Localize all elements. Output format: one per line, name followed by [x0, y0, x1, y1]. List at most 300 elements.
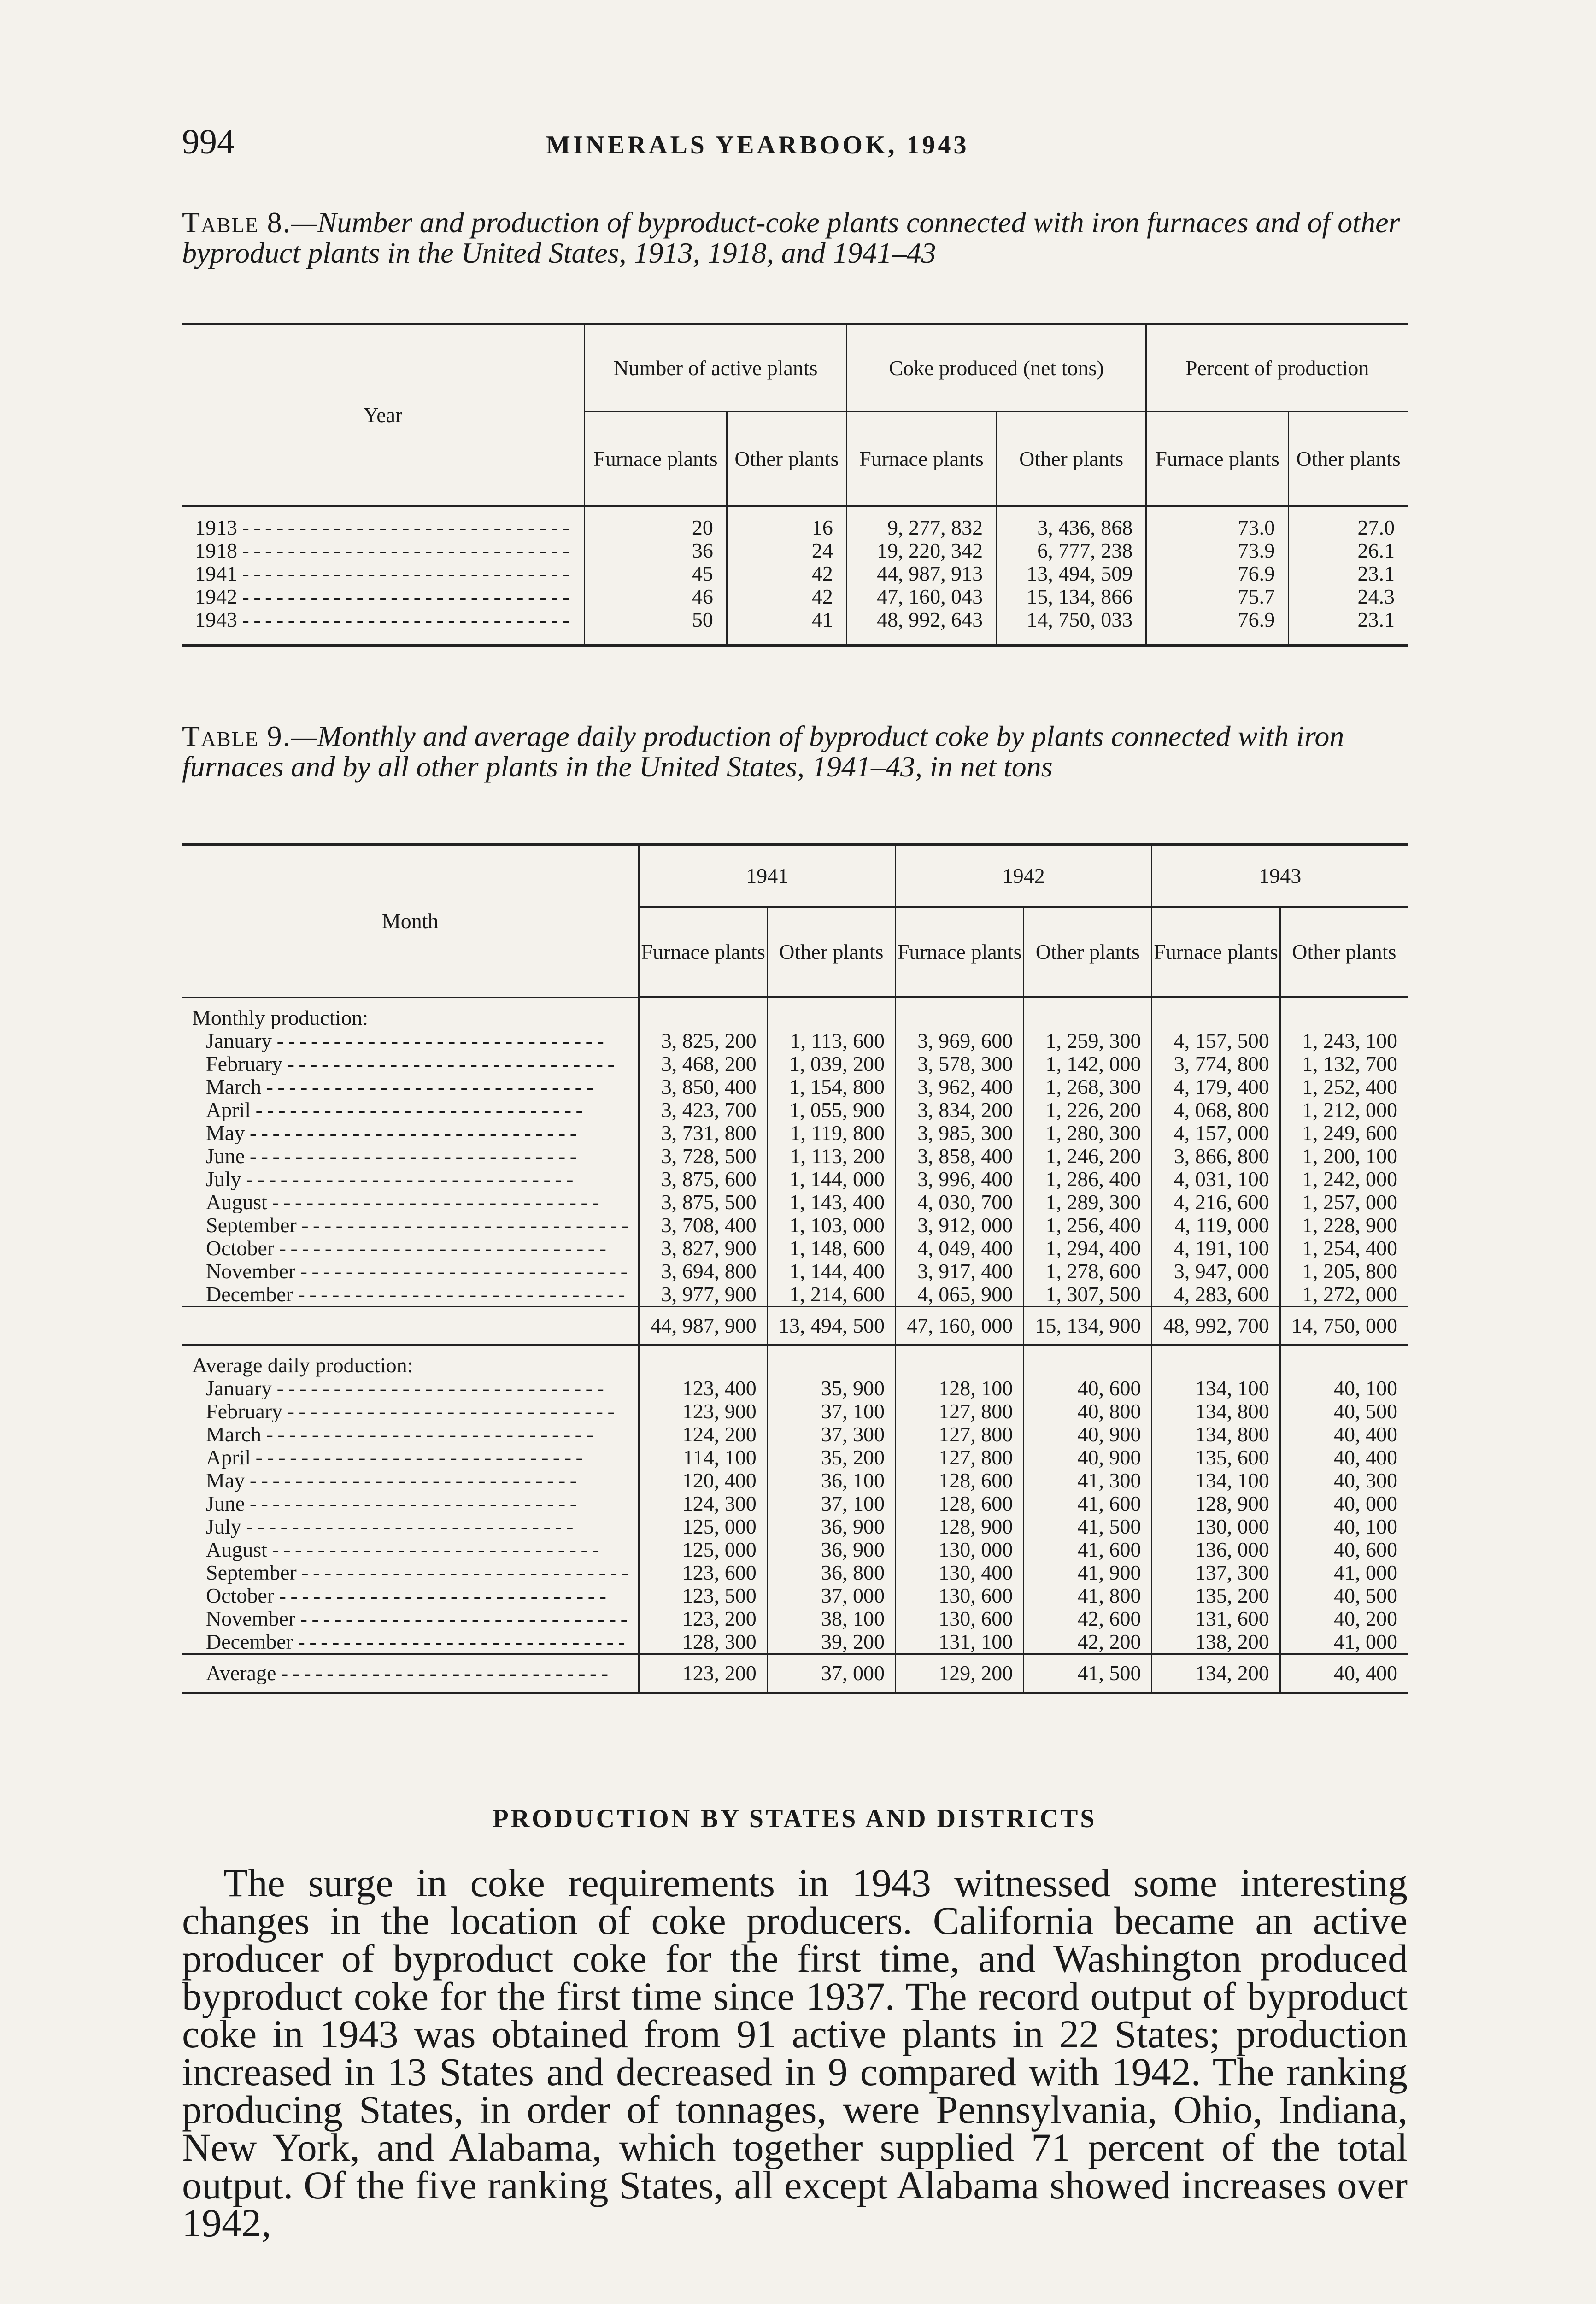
year-cell-text: 1913 - - -	[195, 517, 571, 539]
value-cell: 1, 278, 600	[1024, 1260, 1152, 1283]
table8-caption	[182, 207, 1408, 268]
total-cell: 14, 750, 000	[1280, 1307, 1408, 1345]
value-cell: 4, 065, 900	[895, 1283, 1023, 1307]
table8-subcol-header: Furnace plants	[846, 412, 996, 506]
value-cell: 1, 259, 300	[1024, 1029, 1152, 1052]
table8-subcol-header: Other plants	[1289, 412, 1408, 506]
value-cell: 3, 731, 800	[639, 1122, 767, 1145]
value-cell: 40, 500	[1280, 1400, 1408, 1423]
value-cell: 39, 200	[767, 1630, 895, 1654]
value-cell: 3, 468, 200	[639, 1052, 767, 1076]
table9-label: Table 9.	[182, 720, 291, 752]
value-cell: 4, 049, 400	[895, 1237, 1023, 1260]
table8-subcol-header: Furnace plants	[585, 412, 727, 506]
month-cell-text: October - - -	[206, 1585, 628, 1607]
value-cell: 3, 825, 200	[639, 1029, 767, 1052]
month-cell-text: August - - -	[206, 1539, 628, 1561]
value-cell: 37, 300	[767, 1423, 895, 1446]
value-cell: 35, 200	[767, 1446, 895, 1469]
empty-cell	[639, 1345, 767, 1377]
totals-row	[182, 1307, 1408, 1345]
value-cell: 1, 103, 000	[767, 1214, 895, 1237]
value-cell: 1, 242, 000	[1280, 1168, 1408, 1191]
value-cell: 128, 900	[895, 1515, 1023, 1538]
value-cell: 40, 400	[1280, 1446, 1408, 1469]
value-cell: 3, 947, 000	[1152, 1260, 1280, 1283]
table9	[182, 843, 1408, 1694]
value-cell: 3, 850, 400	[639, 1076, 767, 1099]
value-cell: 114, 100	[639, 1446, 767, 1469]
table-row	[182, 562, 1408, 585]
value-cell: 1, 268, 300	[1024, 1076, 1152, 1099]
empty-cell	[1152, 1345, 1280, 1377]
value-cell: 26.1	[1289, 539, 1408, 562]
month-cell-text: August - - -	[206, 1191, 628, 1213]
table-row	[182, 539, 1408, 562]
table8-title: —Number and production of byproduct-coke plants connected with iron furnaces and of other byproduct plants in the United States, 1913, 1918, and 1941–43	[182, 206, 1400, 269]
month-cell-text: December - - -	[206, 1283, 628, 1305]
value-cell: 36, 800	[767, 1561, 895, 1584]
month-cell	[182, 1492, 639, 1515]
value-cell: 73.0	[1146, 506, 1289, 540]
value-cell: 127, 800	[895, 1423, 1023, 1446]
month-cell-text: October - - -	[206, 1237, 628, 1259]
year-cell-text: 1942 - - -	[195, 586, 571, 608]
value-cell: 1, 148, 600	[767, 1237, 895, 1260]
table8-group-header: Number of active plants	[585, 324, 847, 412]
value-cell: 1, 272, 000	[1280, 1283, 1408, 1307]
value-cell: 3, 875, 600	[639, 1168, 767, 1191]
empty-cell	[639, 997, 767, 1029]
value-cell: 134, 100	[1152, 1377, 1280, 1400]
month-cell	[182, 1145, 639, 1168]
value-cell: 16	[727, 506, 846, 540]
month-cell	[182, 1214, 639, 1237]
value-cell: 3, 866, 800	[1152, 1145, 1280, 1168]
value-cell: 44, 987, 913	[846, 562, 996, 585]
year-cell	[182, 585, 585, 608]
journal-title: MINERALS YEARBOOK, 1943	[546, 131, 969, 159]
value-cell: 4, 030, 700	[895, 1191, 1023, 1214]
value-cell: 36, 900	[767, 1538, 895, 1561]
value-cell: 4, 283, 600	[1152, 1283, 1280, 1307]
value-cell: 130, 000	[895, 1538, 1023, 1561]
value-cell: 50	[585, 608, 727, 646]
table9-stub-header: Month	[182, 845, 639, 998]
table8-subcol-header: Other plants	[997, 412, 1146, 506]
value-cell: 1, 119, 800	[767, 1122, 895, 1145]
month-cell-text: September - - -	[206, 1562, 628, 1584]
month-cell	[182, 1099, 639, 1122]
table8-group-header: Percent of production	[1146, 324, 1408, 412]
value-cell: 40, 100	[1280, 1377, 1408, 1400]
value-cell: 138, 200	[1152, 1630, 1280, 1654]
average-label	[182, 1654, 639, 1693]
value-cell: 1, 289, 300	[1024, 1191, 1152, 1214]
page-number: 994	[182, 123, 235, 161]
total-cell: 15, 134, 900	[1024, 1307, 1152, 1345]
value-cell: 125, 000	[639, 1538, 767, 1561]
month-cell	[182, 1237, 639, 1260]
month-cell-text: January - - -	[206, 1377, 628, 1399]
value-cell: 131, 600	[1152, 1607, 1280, 1630]
empty-cell	[895, 997, 1023, 1029]
value-cell: 123, 400	[639, 1377, 767, 1400]
month-cell	[182, 1260, 639, 1283]
value-cell: 1, 307, 500	[1024, 1283, 1152, 1307]
table-row	[182, 1099, 1408, 1122]
value-cell: 4, 191, 100	[1152, 1237, 1280, 1260]
value-cell: 128, 600	[895, 1492, 1023, 1515]
value-cell: 3, 917, 400	[895, 1260, 1023, 1283]
table-row	[182, 1168, 1408, 1191]
table9-subcol-header: Other plants	[1024, 907, 1152, 998]
value-cell: 40, 400	[1280, 1423, 1408, 1446]
value-cell: 40, 900	[1024, 1423, 1152, 1446]
year-cell	[182, 562, 585, 585]
value-cell: 40, 600	[1280, 1538, 1408, 1561]
value-cell: 40, 000	[1280, 1492, 1408, 1515]
table-row	[182, 1076, 1408, 1099]
value-cell: 40, 200	[1280, 1607, 1408, 1630]
value-cell: 19, 220, 342	[846, 539, 996, 562]
value-cell: 4, 157, 000	[1152, 1122, 1280, 1145]
value-cell: 41, 000	[1280, 1630, 1408, 1654]
value-cell: 37, 100	[767, 1400, 895, 1423]
value-cell: 1, 200, 100	[1280, 1145, 1408, 1168]
month-cell	[182, 1377, 639, 1400]
value-cell: 3, 996, 400	[895, 1168, 1023, 1191]
value-cell: 128, 600	[895, 1469, 1023, 1492]
table-row	[182, 1052, 1408, 1076]
table-row	[182, 1492, 1408, 1515]
empty-cell	[1024, 997, 1152, 1029]
month-cell	[182, 1584, 639, 1607]
value-cell: 40, 300	[1280, 1469, 1408, 1492]
table-row	[182, 1377, 1408, 1400]
empty-cell	[767, 1345, 895, 1377]
table-row	[182, 1469, 1408, 1492]
table8-subcol-header: Furnace plants	[1146, 412, 1289, 506]
value-cell: 40, 800	[1024, 1400, 1152, 1423]
table9-subcol-header: Furnace plants	[1152, 907, 1280, 998]
value-cell: 41, 600	[1024, 1492, 1152, 1515]
table-row	[182, 1237, 1408, 1260]
value-cell: 3, 875, 500	[639, 1191, 767, 1214]
daily-section-label: Average daily production:	[192, 1353, 413, 1377]
value-cell: 24	[727, 539, 846, 562]
table8-subcol-header: Other plants	[727, 412, 846, 506]
year-cell-text: 1941 - - -	[195, 563, 571, 585]
table-row	[182, 1283, 1408, 1307]
average-cell: 40, 400	[1280, 1654, 1408, 1693]
monthly-section-label: Monthly production:	[192, 1005, 369, 1029]
value-cell: 136, 000	[1152, 1538, 1280, 1561]
month-cell	[182, 1538, 639, 1561]
empty-cell	[767, 997, 895, 1029]
value-cell: 3, 708, 400	[639, 1214, 767, 1237]
table9-subcol-header: Furnace plants	[895, 907, 1023, 998]
value-cell: 128, 300	[639, 1630, 767, 1654]
month-cell-text: May - - -	[206, 1122, 628, 1144]
table8	[182, 323, 1408, 647]
value-cell: 125, 000	[639, 1515, 767, 1538]
value-cell: 6, 777, 238	[997, 539, 1146, 562]
value-cell: 42	[727, 585, 846, 608]
value-cell: 48, 992, 643	[846, 608, 996, 646]
table-row	[182, 1214, 1408, 1237]
total-cell: 13, 494, 500	[767, 1307, 895, 1345]
value-cell: 131, 100	[895, 1630, 1023, 1654]
month-cell	[182, 1446, 639, 1469]
month-cell	[182, 1469, 639, 1492]
value-cell: 3, 969, 600	[895, 1029, 1023, 1052]
year-cell-text: 1918 - - -	[195, 540, 571, 562]
value-cell: 36, 900	[767, 1515, 895, 1538]
value-cell: 47, 160, 043	[846, 585, 996, 608]
month-cell	[182, 1052, 639, 1076]
month-cell-text: September - - -	[206, 1214, 628, 1236]
month-cell	[182, 1607, 639, 1630]
value-cell: 120, 400	[639, 1469, 767, 1492]
value-cell: 36, 100	[767, 1469, 895, 1492]
value-cell: 41, 500	[1024, 1515, 1152, 1538]
value-cell: 4, 031, 100	[1152, 1168, 1280, 1191]
value-cell: 134, 800	[1152, 1423, 1280, 1446]
value-cell: 9, 277, 832	[846, 506, 996, 540]
value-cell: 76.9	[1146, 608, 1289, 646]
average-cell: 37, 000	[767, 1654, 895, 1693]
table-row	[182, 1561, 1408, 1584]
value-cell: 27.0	[1289, 506, 1408, 540]
value-cell: 130, 400	[895, 1561, 1023, 1584]
value-cell: 1, 055, 900	[767, 1099, 895, 1122]
table8-stub-header: Year	[182, 324, 585, 506]
value-cell: 4, 119, 000	[1152, 1214, 1280, 1237]
table9-year-header: 1941	[639, 845, 896, 907]
value-cell: 40, 500	[1280, 1584, 1408, 1607]
value-cell: 40, 100	[1280, 1515, 1408, 1538]
value-cell: 1, 144, 000	[767, 1168, 895, 1191]
month-cell-text: March - - -	[206, 1423, 628, 1446]
value-cell: 127, 800	[895, 1446, 1023, 1469]
month-cell-text: June - - -	[206, 1145, 628, 1167]
value-cell: 3, 834, 200	[895, 1099, 1023, 1122]
value-cell: 42, 600	[1024, 1607, 1152, 1630]
table-row	[182, 608, 1408, 646]
value-cell: 41, 300	[1024, 1469, 1152, 1492]
month-cell-text: April - - -	[206, 1446, 628, 1469]
value-cell: 41	[727, 608, 846, 646]
month-cell-text: December - - -	[206, 1631, 628, 1653]
value-cell: 20	[585, 506, 727, 540]
value-cell: 130, 000	[1152, 1515, 1280, 1538]
month-cell	[182, 1630, 639, 1654]
value-cell: 1, 113, 200	[767, 1145, 895, 1168]
table-row	[182, 1423, 1408, 1446]
table-row	[182, 1584, 1408, 1607]
value-cell: 1, 243, 100	[1280, 1029, 1408, 1052]
month-cell	[182, 1423, 639, 1446]
table-row	[182, 585, 1408, 608]
section-heading: PRODUCTION BY STATES AND DISTRICTS	[493, 1804, 1097, 1833]
year-cell-text: 1943 - - -	[195, 609, 571, 631]
value-cell: 37, 000	[767, 1584, 895, 1607]
month-cell-text: November - - -	[206, 1260, 628, 1282]
value-cell: 3, 977, 900	[639, 1283, 767, 1307]
value-cell: 41, 600	[1024, 1538, 1152, 1561]
table9-year-header: 1942	[895, 845, 1152, 907]
value-cell: 137, 300	[1152, 1561, 1280, 1584]
empty-cell	[1280, 1345, 1408, 1377]
average-row	[182, 1654, 1408, 1693]
value-cell: 3, 962, 400	[895, 1076, 1023, 1099]
value-cell: 76.9	[1146, 562, 1289, 585]
value-cell: 123, 500	[639, 1584, 767, 1607]
value-cell: 1, 254, 400	[1280, 1237, 1408, 1260]
value-cell: 46	[585, 585, 727, 608]
value-cell: 1, 228, 900	[1280, 1214, 1408, 1237]
month-cell-text: February - - -	[206, 1053, 628, 1075]
average-cell: 129, 200	[895, 1654, 1023, 1693]
value-cell: 3, 774, 800	[1152, 1052, 1280, 1076]
month-cell	[182, 1561, 639, 1584]
value-cell: 128, 900	[1152, 1492, 1280, 1515]
value-cell: 1, 113, 600	[767, 1029, 895, 1052]
table9-year-header: 1943	[1152, 845, 1408, 907]
value-cell: 41, 900	[1024, 1561, 1152, 1584]
table9-subcol-header: Furnace plants	[639, 907, 767, 998]
value-cell: 41, 800	[1024, 1584, 1152, 1607]
month-cell-text: July - - -	[206, 1516, 628, 1538]
value-cell: 1, 257, 000	[1280, 1191, 1408, 1214]
value-cell: 1, 226, 200	[1024, 1099, 1152, 1122]
value-cell: 1, 286, 400	[1024, 1168, 1152, 1191]
value-cell: 23.1	[1289, 562, 1408, 585]
value-cell: 1, 154, 800	[767, 1076, 895, 1099]
value-cell: 1, 039, 200	[767, 1052, 895, 1076]
value-cell: 42	[727, 562, 846, 585]
value-cell: 123, 900	[639, 1400, 767, 1423]
value-cell: 3, 985, 300	[895, 1122, 1023, 1145]
month-cell-text: January - - -	[206, 1030, 628, 1052]
empty-cell	[1152, 997, 1280, 1029]
monthly-section	[182, 997, 1408, 1029]
value-cell: 3, 912, 000	[895, 1214, 1023, 1237]
value-cell: 1, 132, 700	[1280, 1052, 1408, 1076]
month-cell	[182, 1400, 639, 1423]
table9-subcol-header: Other plants	[767, 907, 895, 998]
value-cell: 4, 179, 400	[1152, 1076, 1280, 1099]
table-row	[182, 1400, 1408, 1423]
month-cell	[182, 1076, 639, 1099]
value-cell: 1, 252, 400	[1280, 1076, 1408, 1099]
value-cell: 1, 214, 600	[767, 1283, 895, 1307]
value-cell: 35, 900	[767, 1377, 895, 1400]
value-cell: 45	[585, 562, 727, 585]
value-cell: 127, 800	[895, 1400, 1023, 1423]
value-cell: 40, 600	[1024, 1377, 1152, 1400]
running-head	[182, 122, 1403, 168]
table8-group-header: Coke produced (net tons)	[846, 324, 1146, 412]
value-cell: 4, 157, 500	[1152, 1029, 1280, 1052]
value-cell: 15, 134, 866	[997, 585, 1146, 608]
table-row	[182, 1607, 1408, 1630]
month-cell	[182, 1029, 639, 1052]
value-cell: 128, 100	[895, 1377, 1023, 1400]
empty-cell	[895, 1345, 1023, 1377]
empty-cell	[1280, 997, 1408, 1029]
value-cell: 1, 143, 400	[767, 1191, 895, 1214]
month-cell	[182, 1168, 639, 1191]
value-cell: 3, 423, 700	[639, 1099, 767, 1122]
value-cell: 3, 728, 500	[639, 1145, 767, 1168]
average-label-text: Average - - -	[206, 1662, 628, 1684]
value-cell: 1, 212, 000	[1280, 1099, 1408, 1122]
table-row	[182, 1515, 1408, 1538]
month-cell-text: March - - -	[206, 1076, 628, 1098]
value-cell: 3, 827, 900	[639, 1237, 767, 1260]
daily-section	[182, 1345, 1408, 1377]
value-cell: 134, 800	[1152, 1400, 1280, 1423]
value-cell: 73.9	[1146, 539, 1289, 562]
value-cell: 124, 300	[639, 1492, 767, 1515]
value-cell: 123, 200	[639, 1607, 767, 1630]
table-row	[182, 1029, 1408, 1052]
value-cell: 130, 600	[895, 1607, 1023, 1630]
table-row	[182, 1191, 1408, 1214]
table-row	[182, 1630, 1408, 1654]
value-cell: 130, 600	[895, 1584, 1023, 1607]
average-cell: 41, 500	[1024, 1654, 1152, 1693]
month-cell	[182, 1191, 639, 1214]
value-cell: 134, 100	[1152, 1469, 1280, 1492]
average-cell: 123, 200	[639, 1654, 767, 1693]
value-cell: 4, 216, 600	[1152, 1191, 1280, 1214]
table-row	[182, 1538, 1408, 1561]
value-cell: 4, 068, 800	[1152, 1099, 1280, 1122]
table9-caption	[182, 721, 1408, 782]
value-cell: 13, 494, 509	[997, 562, 1146, 585]
month-cell-text: June - - -	[206, 1493, 628, 1515]
table8-label: Table 8.	[182, 206, 291, 239]
empty-cell	[182, 1307, 639, 1345]
value-cell: 3, 694, 800	[639, 1260, 767, 1283]
value-cell: 135, 600	[1152, 1446, 1280, 1469]
value-cell: 124, 200	[639, 1423, 767, 1446]
year-cell	[182, 539, 585, 562]
month-cell-text: July - - -	[206, 1168, 628, 1190]
value-cell: 40, 900	[1024, 1446, 1152, 1469]
total-cell: 44, 987, 900	[639, 1307, 767, 1345]
month-cell-text: April - - -	[206, 1099, 628, 1121]
month-cell	[182, 1283, 639, 1307]
body-paragraph: The surge in coke requirements in 1943 witnessed some interesting changes in the location of coke producers. California became an active producer of byproduct coke for the first time, and Washington produced byproduct coke for the first time since 1937. The record output of byproduct coke in 1943 was obtained from 91 active plants in 22 States; production increased in 13 States and decreased in 9 compared with 1942. The ranking producing States, in order of tonnages, were Pennsylvania, Ohio, Indiana, New York, and Alabama, which together supplied 71 percent of the total output. Of the five ranking States, all except Alabama showed increases over 1942,	[182, 1861, 1408, 2245]
value-cell: 1, 249, 600	[1280, 1122, 1408, 1145]
total-cell: 48, 992, 700	[1152, 1307, 1280, 1345]
value-cell: 42, 200	[1024, 1630, 1152, 1654]
value-cell: 1, 280, 300	[1024, 1122, 1152, 1145]
value-cell: 24.3	[1289, 585, 1408, 608]
month-cell-text: February - - -	[206, 1400, 628, 1422]
value-cell: 37, 100	[767, 1492, 895, 1515]
value-cell: 1, 246, 200	[1024, 1145, 1152, 1168]
value-cell: 1, 256, 400	[1024, 1214, 1152, 1237]
total-cell: 47, 160, 000	[895, 1307, 1023, 1345]
table-row	[182, 1122, 1408, 1145]
value-cell: 1, 142, 000	[1024, 1052, 1152, 1076]
value-cell: 14, 750, 033	[997, 608, 1146, 646]
